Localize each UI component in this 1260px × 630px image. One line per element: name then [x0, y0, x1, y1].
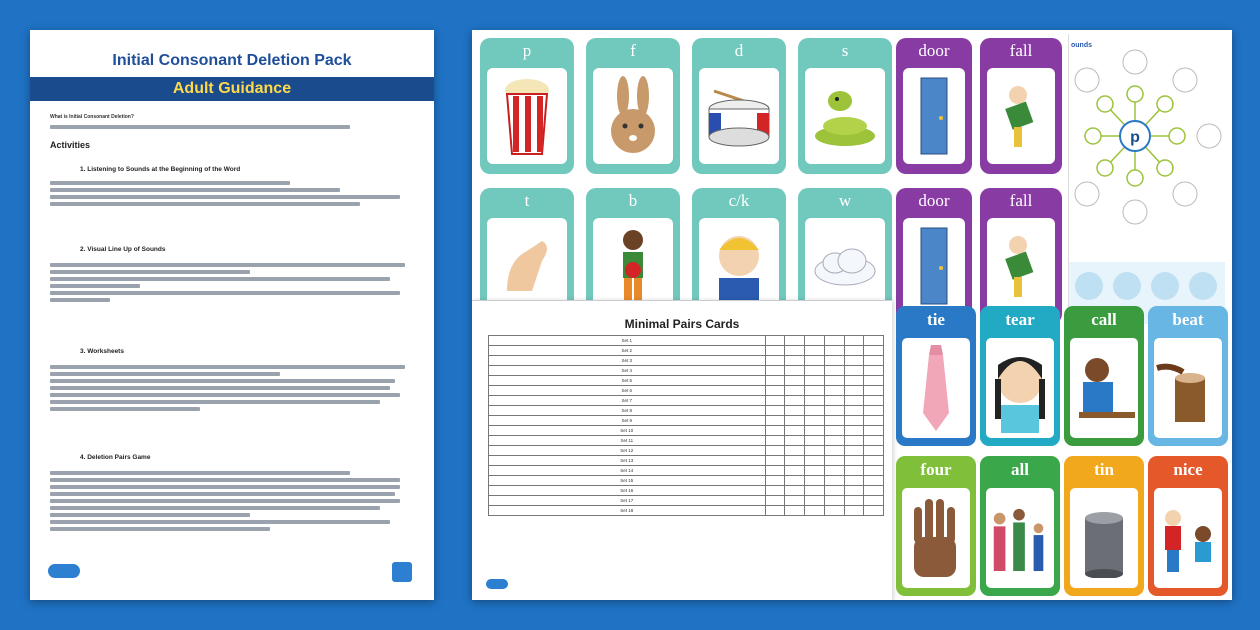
sheet-logo-icon — [486, 579, 508, 589]
word-card-four: four — [896, 456, 976, 596]
footer-badge-icon — [392, 562, 412, 582]
section-3-text — [50, 362, 414, 414]
door-icon — [903, 68, 965, 164]
pairs-word-cell — [864, 506, 884, 516]
pairs-set-label: Set 14 — [489, 466, 766, 476]
pairs-word-cell — [785, 506, 805, 516]
pairs-word-cell — [864, 376, 884, 386]
pairs-word-cell — [765, 416, 785, 426]
pairs-word-cell — [805, 476, 825, 486]
pairs-word-cell — [785, 496, 805, 506]
pairs-word-cell — [785, 456, 805, 466]
pairs-word-cell — [785, 426, 805, 436]
pairs-word-cell — [785, 376, 805, 386]
pairs-word-cell — [864, 356, 884, 366]
pairs-word-cell — [824, 346, 844, 356]
pairs-word-cell — [765, 346, 785, 356]
sound-card-f: f — [586, 38, 680, 174]
pairs-word-cell — [864, 426, 884, 436]
word-card-tin: tin — [1064, 456, 1144, 596]
pairs-word-cell — [805, 456, 825, 466]
pairs-word-cell — [805, 336, 825, 346]
pairs-word-cell — [805, 386, 825, 396]
pairs-word-cell — [844, 356, 864, 366]
worksheet-title: ounds — [1071, 42, 1092, 49]
pairs-word-cell — [824, 486, 844, 496]
pairs-word-cell — [785, 386, 805, 396]
pairs-word-cell — [805, 436, 825, 446]
pairs-word-cell — [844, 396, 864, 406]
pairs-word-cell — [824, 466, 844, 476]
pairs-row — [489, 376, 884, 386]
pairs-word-cell — [805, 446, 825, 456]
pairs-word-cell — [864, 406, 884, 416]
pairs-word-cell — [805, 426, 825, 436]
pairs-word-cell — [824, 426, 844, 436]
pairs-word-cell — [864, 336, 884, 346]
pairs-word-cell — [765, 476, 785, 486]
pairs-word-cell — [765, 386, 785, 396]
pairs-word-cell — [864, 496, 884, 506]
pairs-word-cell — [824, 416, 844, 426]
pairs-word-cell — [864, 446, 884, 456]
pairs-word-cell — [785, 406, 805, 416]
pairs-word-cell — [765, 366, 785, 376]
activities-heading: Activities — [50, 140, 91, 150]
intro-heading: What is Initial Consonant Deletion? — [50, 114, 134, 120]
pairs-set-label: Set 12 — [489, 446, 766, 456]
pairs-word-cell — [824, 436, 844, 446]
pairs-word-cell — [805, 486, 825, 496]
word-card-fall-1: fall — [980, 38, 1062, 174]
word-card-nice: nice — [1148, 456, 1228, 596]
pairs-word-cell — [785, 436, 805, 446]
pairs-word-cell — [864, 476, 884, 486]
pairs-word-cell — [844, 386, 864, 396]
tin-can-icon — [1070, 488, 1138, 588]
document-title: Initial Consonant Deletion Pack — [112, 52, 352, 69]
pairs-word-cell — [844, 346, 864, 356]
pairs-set-label: Set 16 — [489, 486, 766, 496]
pairs-row — [489, 486, 884, 496]
pairs-word-cell — [844, 476, 864, 486]
pairs-set-label: Set 2 — [489, 346, 766, 356]
pairs-word-cell — [844, 406, 864, 416]
falling-boy-icon — [987, 218, 1055, 314]
pairs-word-cell — [765, 456, 785, 466]
pairs-word-cell — [785, 336, 805, 346]
pairs-word-cell — [765, 506, 785, 516]
sound-card-p: p — [480, 38, 574, 174]
rabbit-icon — [593, 68, 673, 164]
pairs-word-cell — [785, 356, 805, 366]
pairs-row — [489, 336, 884, 346]
spider-diagram — [1069, 44, 1225, 264]
section-2-text — [50, 260, 414, 305]
pairs-word-cell — [785, 466, 805, 476]
pairs-word-cell — [765, 356, 785, 366]
sound-card-d: d — [692, 38, 786, 174]
pairs-row — [489, 366, 884, 376]
word-card-beat: beat — [1148, 306, 1228, 446]
family-icon — [986, 488, 1054, 588]
pairs-word-cell — [785, 346, 805, 356]
word-card-tie: tie — [896, 306, 976, 446]
sound-card-ck: c/k — [692, 188, 786, 324]
pairs-word-cell — [844, 426, 864, 436]
door-icon — [903, 218, 965, 314]
pairs-word-cell — [765, 426, 785, 436]
pairs-word-cell — [844, 486, 864, 496]
pairs-set-label: Set 18 — [489, 506, 766, 516]
pairs-row — [489, 396, 884, 406]
brand-logo-icon — [48, 564, 80, 578]
pairs-set-label: Set 1 — [489, 336, 766, 346]
pairs-word-cell — [785, 396, 805, 406]
pairs-word-cell — [864, 466, 884, 476]
popcorn-icon — [487, 68, 567, 164]
pairs-row — [489, 426, 884, 436]
pairs-row — [489, 346, 884, 356]
pairs-word-cell — [805, 466, 825, 476]
pairs-word-cell — [844, 466, 864, 476]
word-card-door-2: door — [896, 188, 972, 324]
pairs-word-cell — [844, 376, 864, 386]
adult-guidance-document — [30, 30, 434, 600]
pairs-word-cell — [785, 486, 805, 496]
section-3-title: 3. Worksheets — [80, 348, 124, 355]
minimal-pairs-title: Minimal Pairs Cards — [624, 317, 740, 331]
pairs-word-cell — [805, 356, 825, 366]
pairs-word-cell — [824, 396, 844, 406]
pairs-word-cell — [824, 376, 844, 386]
pairs-word-cell — [805, 406, 825, 416]
pairs-word-cell — [844, 336, 864, 346]
pairs-word-cell — [765, 496, 785, 506]
pairs-word-cell — [805, 366, 825, 376]
pairs-set-label: Set 11 — [489, 436, 766, 446]
pairs-word-cell — [785, 366, 805, 376]
pairs-set-label: Set 6 — [489, 386, 766, 396]
pairs-word-cell — [765, 406, 785, 416]
pairs-row — [489, 416, 884, 426]
pairs-word-cell — [785, 416, 805, 426]
pairs-word-cell — [805, 396, 825, 406]
section-4-title: 4. Deletion Pairs Game — [80, 454, 151, 461]
pairs-word-cell — [805, 346, 825, 356]
pairs-word-cell — [844, 366, 864, 376]
pairs-word-cell — [864, 486, 884, 496]
pairs-word-cell — [765, 336, 785, 346]
helping-boy-icon — [1154, 488, 1222, 588]
pairs-word-cell — [805, 496, 825, 506]
crying-girl-icon — [986, 338, 1054, 438]
sound-card-t: t — [480, 188, 574, 324]
pairs-word-cell — [844, 456, 864, 466]
section-2-title: 2. Visual Line Up of Sounds — [80, 246, 166, 253]
snake-icon — [805, 68, 885, 164]
pairs-word-cell — [824, 366, 844, 376]
pairs-word-cell — [824, 476, 844, 486]
minimal-pairs-sheet — [472, 300, 892, 600]
pairs-set-label: Set 17 — [489, 496, 766, 506]
pairs-word-cell — [844, 496, 864, 506]
pairs-word-cell — [824, 406, 844, 416]
sound-card-w: w — [798, 188, 892, 324]
pairs-word-cell — [824, 506, 844, 516]
pairs-word-cell — [824, 386, 844, 396]
pairs-set-label: Set 3 — [489, 356, 766, 366]
hand-four-icon — [902, 488, 970, 588]
pairs-word-cell — [864, 456, 884, 466]
pairs-word-cell — [864, 346, 884, 356]
pairs-row — [489, 456, 884, 466]
pairs-word-cell — [765, 446, 785, 456]
pairs-word-cell — [765, 376, 785, 386]
pairs-set-label: Set 13 — [489, 456, 766, 466]
section-1-text — [50, 178, 414, 209]
word-card-fall-2: fall — [980, 188, 1062, 324]
pairs-word-cell — [824, 446, 844, 456]
minimal-pairs-table — [488, 335, 884, 516]
drum-beat-icon — [1154, 338, 1222, 438]
pairs-word-cell — [824, 496, 844, 506]
pairs-word-cell — [805, 506, 825, 516]
intro-text — [50, 122, 414, 132]
pairs-row — [489, 506, 884, 516]
section-4-text — [50, 468, 414, 534]
word-card-call: call — [1064, 306, 1144, 446]
pairs-word-cell — [765, 396, 785, 406]
document-subtitle: Adult Guidance — [30, 77, 434, 101]
pairs-word-cell — [805, 376, 825, 386]
pairs-word-cell — [864, 416, 884, 426]
pairs-set-label: Set 10 — [489, 426, 766, 436]
pairs-word-cell — [844, 416, 864, 426]
spider-worksheet — [1068, 34, 1225, 324]
pairs-word-cell — [765, 436, 785, 446]
tie-icon — [902, 338, 970, 438]
pairs-row — [489, 406, 884, 416]
pairs-set-label: Set 5 — [489, 376, 766, 386]
pairs-row — [489, 466, 884, 476]
pairs-set-label: Set 7 — [489, 396, 766, 406]
cards-collage — [472, 30, 1232, 600]
pairs-word-cell — [805, 416, 825, 426]
phone-call-icon — [1070, 338, 1138, 438]
spider-center-letter: p — [1130, 129, 1140, 146]
pairs-set-label: Set 4 — [489, 366, 766, 376]
pairs-row — [489, 356, 884, 366]
pairs-word-cell — [824, 456, 844, 466]
pairs-word-cell — [824, 356, 844, 366]
pairs-word-cell — [785, 476, 805, 486]
sound-card-s: s — [798, 38, 892, 174]
pairs-word-cell — [824, 336, 844, 346]
pairs-word-cell — [864, 386, 884, 396]
pairs-word-cell — [864, 436, 884, 446]
falling-boy-icon — [987, 68, 1055, 164]
word-card-door-1: door — [896, 38, 972, 174]
sound-card-b: b — [586, 188, 680, 324]
word-card-tear: tear — [980, 306, 1060, 446]
pairs-word-cell — [844, 506, 864, 516]
pairs-row — [489, 476, 884, 486]
pairs-row — [489, 446, 884, 456]
section-1-title: 1. Listening to Sounds at the Beginning of the Word — [80, 166, 241, 173]
drum-icon — [699, 68, 779, 164]
pairs-set-label: Set 15 — [489, 476, 766, 486]
pairs-word-cell — [864, 366, 884, 376]
pairs-word-cell — [844, 436, 864, 446]
pairs-row — [489, 436, 884, 446]
pairs-row — [489, 496, 884, 506]
pairs-word-cell — [864, 396, 884, 406]
pairs-set-label: Set 9 — [489, 416, 766, 426]
pairs-word-cell — [785, 446, 805, 456]
pairs-word-cell — [844, 446, 864, 456]
pairs-word-cell — [765, 486, 785, 496]
pairs-set-label: Set 8 — [489, 406, 766, 416]
pairs-row — [489, 386, 884, 396]
word-card-all: all — [980, 456, 1060, 596]
pairs-word-cell — [765, 466, 785, 476]
